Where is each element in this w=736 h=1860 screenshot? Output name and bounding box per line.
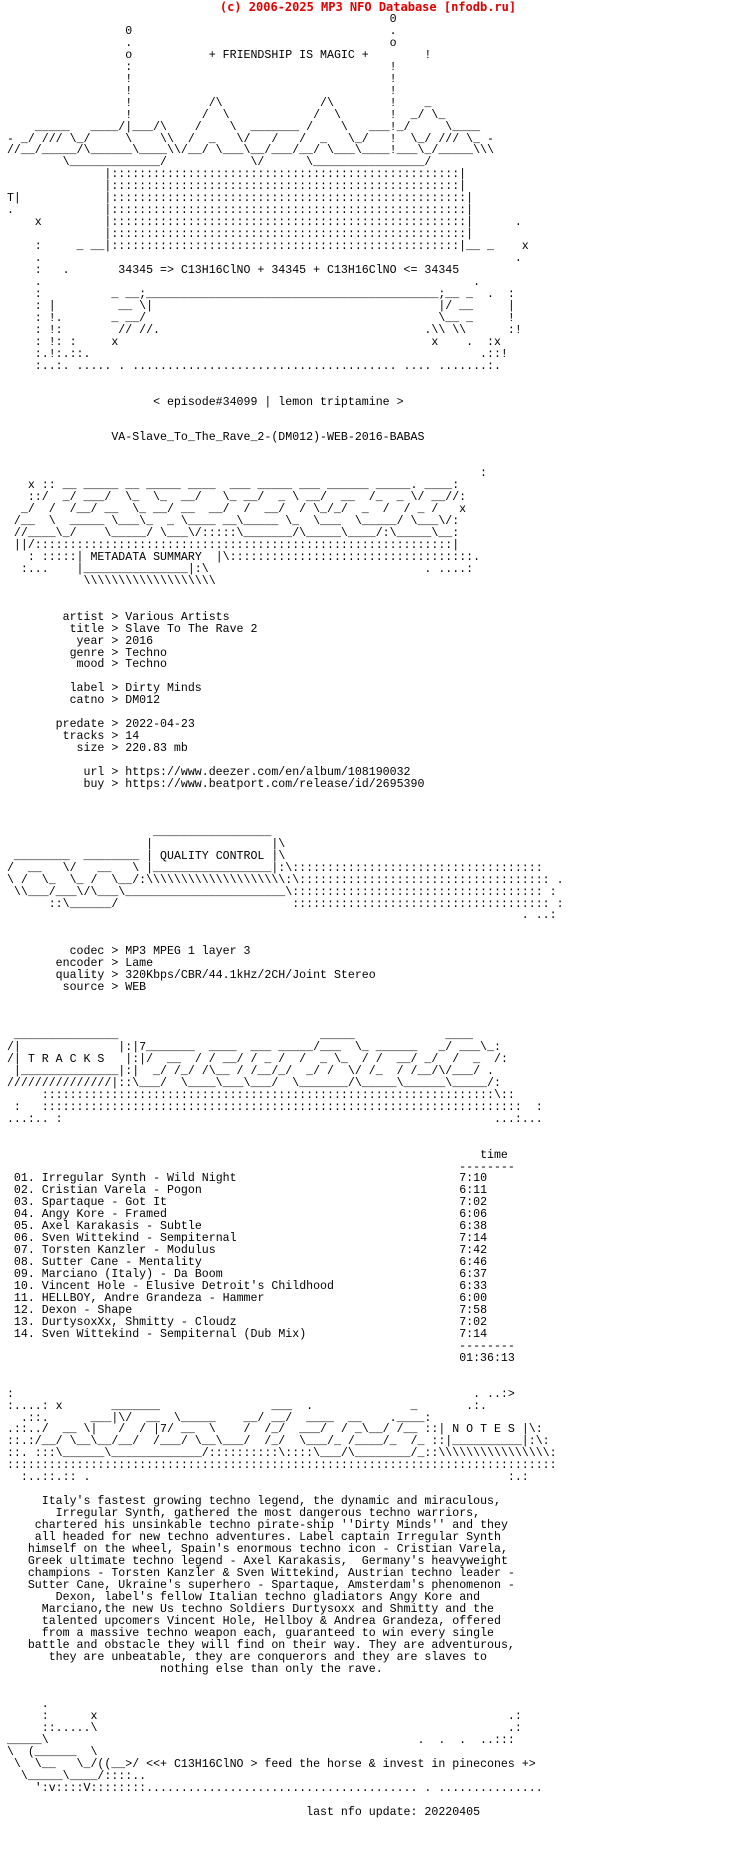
genre-value: Techno bbox=[125, 646, 167, 660]
quality-heading: QUALITY CONTROL bbox=[160, 849, 265, 863]
notes-line: from a massive techno weapon each, guaranteed to win every single bbox=[41, 1626, 494, 1640]
track-time: 7:42 bbox=[459, 1244, 488, 1258]
art-top-2: 0 . bbox=[0, 24, 397, 38]
notes-line: battle and obstacle they will find on their way. They are adventurous, bbox=[27, 1638, 515, 1652]
quality-value: 320Kbps/CBR/44.1kHz/2CH/Joint Stereo bbox=[125, 969, 376, 983]
episode-line bbox=[0, 396, 404, 409]
meta-title: title > Slave To The Rave 2 bbox=[0, 622, 258, 636]
q-encoder: encoder > Lame bbox=[0, 957, 154, 971]
episode: < episode#34099 | lemon triptamine > bbox=[153, 395, 404, 409]
track-time: 6:38 bbox=[459, 1220, 488, 1234]
encoder-value: Lame bbox=[125, 957, 154, 971]
notes-line: Italy's fastest growing techno legend, the dynamic and miraculous, bbox=[41, 1495, 501, 1509]
track-number: 10. bbox=[13, 1280, 35, 1294]
track-number: 11. bbox=[13, 1291, 35, 1305]
last-update-line bbox=[0, 1806, 480, 1819]
notes-line: champions - Torsten Kanzler & Sven Wittekind, Austrian techno leader - bbox=[27, 1566, 515, 1580]
release-name: VA-Slave_To_The_Rave_2-(DM012)-WEB-2016-BABAS bbox=[111, 431, 425, 445]
meta-label: label > Dirty Minds bbox=[0, 682, 202, 696]
meta-size: size > 220.83 mb bbox=[0, 742, 188, 756]
track-list bbox=[0, 1172, 487, 1340]
title-value: Slave To The Rave 2 bbox=[125, 622, 258, 636]
track-time: 6:11 bbox=[459, 1184, 488, 1198]
notes-heading: N O T E S bbox=[452, 1423, 515, 1437]
buy-value[interactable]: https://www.beatport.com/release/id/2695390 bbox=[125, 778, 425, 791]
nfo-document bbox=[0, 14, 564, 1819]
track-number: 06. bbox=[13, 1232, 35, 1246]
tracks-value: 14 bbox=[125, 730, 140, 744]
art-quality-b: |\ / __ \/ __ \ |_________________|:\:::::::::::::::::::::::::::::::::::: \ / \_ \_ / \__/:\\\\\\\\\\\\\\\\\\\\:\:::::::::::::::::::::::::::::::::::: . \\___/___\/\___\_______________________\:::::::::::::::::::::::::::::::::::: : ::\______/ ::::::::::::::::::::::::::::::::::::: : . ..: bbox=[6, 849, 564, 923]
slogan: + FRIENDSHIP IS MAGIC + bbox=[208, 48, 369, 62]
tracks-heading: T R A C K S bbox=[27, 1052, 105, 1066]
total-line bbox=[0, 1352, 515, 1365]
meta-mood: mood > Techno bbox=[0, 658, 167, 672]
track-number: 13. bbox=[13, 1315, 35, 1329]
notes-line: all headed for new techno adventures. Label captain Irregular Synth bbox=[34, 1531, 501, 1545]
total-rule: -------- bbox=[0, 1339, 515, 1353]
meta-tracks: tracks > 14 bbox=[0, 730, 140, 744]
formula: 34345 => C13H16ClNO + 34345 + C13H16ClNO <= 34345 bbox=[118, 264, 460, 278]
source-value: WEB bbox=[125, 981, 147, 995]
art-top-1: 0 bbox=[0, 13, 397, 26]
track-number: 08. bbox=[13, 1256, 35, 1270]
track-number: 05. bbox=[13, 1220, 35, 1234]
meta-url: url > https://www.deezer.com/en/album/108190032 bbox=[0, 766, 411, 780]
track-title: Cristian Varela - Pogon bbox=[41, 1184, 202, 1198]
track-time: 7:10 bbox=[459, 1172, 488, 1186]
track-title: Irregular Synth - Wild Night bbox=[41, 1172, 237, 1186]
art-notes-b: |\: ::.:/__/ \__\__/__/ /___/ \__\___/ /_/ \___/_ /____/_ /_ ::|__________|:\: ::. :::\______\_____________/::::::::::\::::\___/\________/_::\\\\\\\\\\\\\\\\: ::::::::::::::::::::::::::::::::::::::::::::::::::::::::::::::::::::::::::::::: :..::.:: . :.: bbox=[6, 1423, 557, 1485]
notes-line: Greek ultimate techno legend - Axel Karakasis, Germany's heavyweight bbox=[27, 1554, 508, 1568]
slogan-line: o + FRIENDSHIP IS MAGIC + ! bbox=[0, 48, 432, 62]
meta-artist: artist > Various Artists bbox=[0, 610, 230, 624]
last-update: last nfo update: 20220405 bbox=[306, 1805, 481, 1819]
track-number: 12. bbox=[13, 1303, 35, 1317]
track-title: Torsten Kanzler - Modulus bbox=[41, 1244, 216, 1258]
release-line bbox=[0, 431, 424, 444]
notes-line: Sutter Cane, Ukraine's superhero - Spartaque, Amsterdam's phenomenon - bbox=[27, 1578, 515, 1592]
art-metadata-b: |\:::::::::::::::::::::::::::::::::::. :... |_______________|:\ . ....: \\\\\\\\\\\\\\\\\\\ bbox=[20, 550, 481, 588]
track-time: 6:33 bbox=[459, 1280, 488, 1294]
notes-line: nothing else than only the rave. bbox=[160, 1662, 383, 1676]
time-rule: -------- bbox=[0, 1160, 515, 1174]
art-tracks: _______________ _____ ____ /| |:|7_______ ____ ___ _____/___ \_ ______ _/ ___\_: /| bbox=[6, 1029, 501, 1066]
track-number: 04. bbox=[13, 1208, 35, 1222]
site-header: (c) 2006-2025 MP3 NFO Database [nfodb.ru] bbox=[219, 0, 517, 14]
track-title: Axel Karakasis - Subtle bbox=[41, 1220, 202, 1234]
year-value: 2016 bbox=[125, 634, 154, 648]
q-source: source > WEB bbox=[0, 981, 147, 995]
meta-genre: genre > Techno bbox=[0, 646, 167, 660]
track-title: Sutter Cane - Mentality bbox=[41, 1256, 202, 1270]
metadata-heading: METADATA SUMMARY bbox=[90, 550, 202, 564]
art-tracks-b: |:|/ __ / / __/ / _ / / _ \_ / / __/ _/ / _ /: |______________|:| _/ /_/ /\__ / /__/_/ _/ / \/ /_ / /__/\/___/ . ///////////////|::\___/ \____\___\___/ \_______/\_____\______\_____/: :::::::::::::::::::::::::::::::::::::::::::::::::::::::::::::::::\:: : ::::::::::::::::::::::::::::::::::::::::::::::::::::::::::::::::::::: : ...:.. : ...:... bbox=[6, 1052, 543, 1126]
track-title: Vincent Hole - Elusive Detroit's Childhood bbox=[41, 1280, 334, 1294]
formula-line: : . 34345 => C13H16ClNO + 34345 + C13H16ClNO <= 34345 bbox=[0, 264, 460, 278]
meta-catno: catno > DM012 bbox=[0, 694, 161, 708]
notes-line: himself on the wheel, Spain's enormous techno icon - Cristian Varela, bbox=[27, 1543, 508, 1556]
track-title: DurtysoxXx, Shmitty - Cloudz bbox=[41, 1315, 237, 1329]
track-number: 09. bbox=[13, 1268, 35, 1282]
notes-body bbox=[0, 1495, 515, 1675]
time-header: time bbox=[480, 1148, 508, 1162]
footer-motto: <<+ C13H16ClNO > feed the horse & invest in pinecones +> bbox=[146, 1758, 536, 1772]
track-title: Spartaque - Got It bbox=[41, 1196, 167, 1210]
notes-line: chartered his unsinkable techno pirate-ship ''Dirty Minds'' and they bbox=[34, 1519, 508, 1533]
track-number: 02. bbox=[13, 1184, 35, 1198]
art-footer: . : x .: ::.....\ .: _____\ . . . ..::: \ (______ \ \ \__ \_/((__>/ bbox=[6, 1698, 522, 1772]
art-quality: _________________ | |\ ________ ________ | bbox=[13, 825, 286, 863]
mood-value: Techno bbox=[125, 658, 167, 672]
art-logo: : ! ! ! ! ! ! /\ /\ ! _ ! / \ / \ ! _/ \_ _____ ____/|___/\ / \ _______ / \ ___!_/ \____ - _/ /// \_/ \ \\ / _ \/ / / _ \_/ ! \_/ /// \_ - //__/_____/\______\____\\/__/ \___\__/___/__/ \___\____!___\_/_____\\\ \_____________/ \/ \________________/ |::::::::::::::::::::::::::::::::::::::::::::::::::| |::::::::::::::::::::::::::::::::::::::::::::::::::| T| |:::::::::::::::::::::::::::::::::::::::::::::::::::| . |:::::::::::::::::::::::::::::::::::::::::::::::::::| x |:::::::::::::::::::::::::::::::::::::::::::::::::::| . |:::::::::::::::::::::::::::::::::::::::::::::::::::| : _ __|::::::::::::::::::::::::::::::::::::::::::::::::::|__ _ x . . bbox=[6, 60, 529, 266]
track-title: Dexon - Shape bbox=[41, 1303, 133, 1317]
track-time: 7:02 bbox=[459, 1196, 488, 1210]
notes-line: they are unbeatable, they are conquerors and they are slaves to bbox=[48, 1650, 488, 1664]
art-bridge: . . : _ __;__________________________________________;__ _ . : : | __ \| |/ __ | : !. _ __/ \__ _ ! : !: // //. .\\ \\ :! : !: : x x . :x :.!:.::. .::! :..:. ..... . ...................................... .... .......:. bbox=[34, 275, 522, 373]
catno-value: DM012 bbox=[125, 694, 161, 708]
art-footer-b: \_____\____/::::.. ':v::::V::::::::....................................... . ............... bbox=[20, 1770, 543, 1796]
track-title: Marciano (Italy) - Da Boom bbox=[41, 1268, 223, 1282]
notes-line: Dexon, label's fellow Italian techno gladiators Angy Kore and bbox=[55, 1590, 481, 1604]
track-time: 6:00 bbox=[459, 1291, 488, 1305]
track-number: 14. bbox=[13, 1327, 35, 1341]
track-number: 01. bbox=[13, 1172, 35, 1186]
track-number: 07. bbox=[13, 1244, 35, 1258]
notes-line: talented upcomers Vincent Hole, Hellboy & Andrea Grandeza, offered bbox=[41, 1614, 501, 1628]
track-title: HELLBOY, Andre Grandeza - Hammer bbox=[41, 1291, 265, 1305]
predate-value: 2022-04-23 bbox=[125, 718, 195, 732]
art-notes: : . ..:> :....: x _______ ___ . _ .:. .::. ___|\/ __ \_____ __/ __/ ____ __ .____: .::../ __ \| / / |7/ __ \ / /_/ ___/ / _\__/ /__ ::| bbox=[6, 1387, 515, 1437]
codec-value: MP3 MPEG 1 layer 3 bbox=[125, 945, 251, 959]
track-time: 6:06 bbox=[459, 1208, 488, 1222]
track-time: 7:14 bbox=[459, 1327, 488, 1341]
track-time: 7:58 bbox=[459, 1303, 488, 1317]
track-number: 03. bbox=[13, 1196, 35, 1210]
notes-line: Marciano,the new Us techno Soldiers Durtysoxx and Shmitty and the bbox=[41, 1602, 494, 1616]
track-time: 6:37 bbox=[459, 1268, 488, 1282]
total-time: 01:36:13 bbox=[459, 1351, 515, 1365]
meta-predate: predate > 2022-04-23 bbox=[0, 718, 195, 732]
url-value[interactable]: https://www.deezer.com/en/album/108190032 bbox=[125, 766, 411, 780]
track-time: 7:02 bbox=[459, 1315, 488, 1329]
size-value: 220.83 mb bbox=[125, 742, 188, 756]
q-codec: codec > MP3 MPEG 1 layer 3 bbox=[0, 945, 251, 959]
art-metadata: : x :: __ _____ __ _____ ____ ___ _____ ___ ______ _____. ____: ::/ _/ ___/ \_ \_ __/ \_ __/ _ \ __/ __ /_ _ \/ __//: _/ / /__/ __ \_ __/ __ __/ / __/ / \_/_/ _ / / _ / x /__ \ _____ \___\_ _ \____ __\_____ \_ \___ \_____/ \___\/: //____\_/ \_____/ \___\/:::::\_______/\_____\____/:\_____\__: ||/::::::::::::::::::::::::::::::::::::::::::::::::::::::::::::| : :::::| bbox=[13, 467, 488, 564]
track-time: 6:46 bbox=[459, 1256, 488, 1270]
track-title: Angy Kore - Framed bbox=[41, 1208, 167, 1222]
track-time: 7:14 bbox=[459, 1232, 488, 1246]
meta-buy: buy > https://www.beatport.com/release/id/2695390 bbox=[0, 778, 425, 791]
artist-value: Various Artists bbox=[125, 610, 230, 624]
q-quality: quality > 320Kbps/CBR/44.1kHz/2CH/Joint Stereo bbox=[0, 969, 376, 983]
meta-year: year > 2016 bbox=[0, 634, 154, 648]
art-top-3: . o bbox=[0, 36, 397, 50]
notes-line: Irregular Synth, gathered the most dangerous techno warriors, bbox=[55, 1507, 481, 1521]
track-title: Sven Wittekind - Sempiternal (Dub Mix) bbox=[41, 1327, 307, 1341]
label-value: Dirty Minds bbox=[125, 682, 202, 696]
track-title: Sven Wittekind - Sempiternal bbox=[41, 1232, 237, 1246]
